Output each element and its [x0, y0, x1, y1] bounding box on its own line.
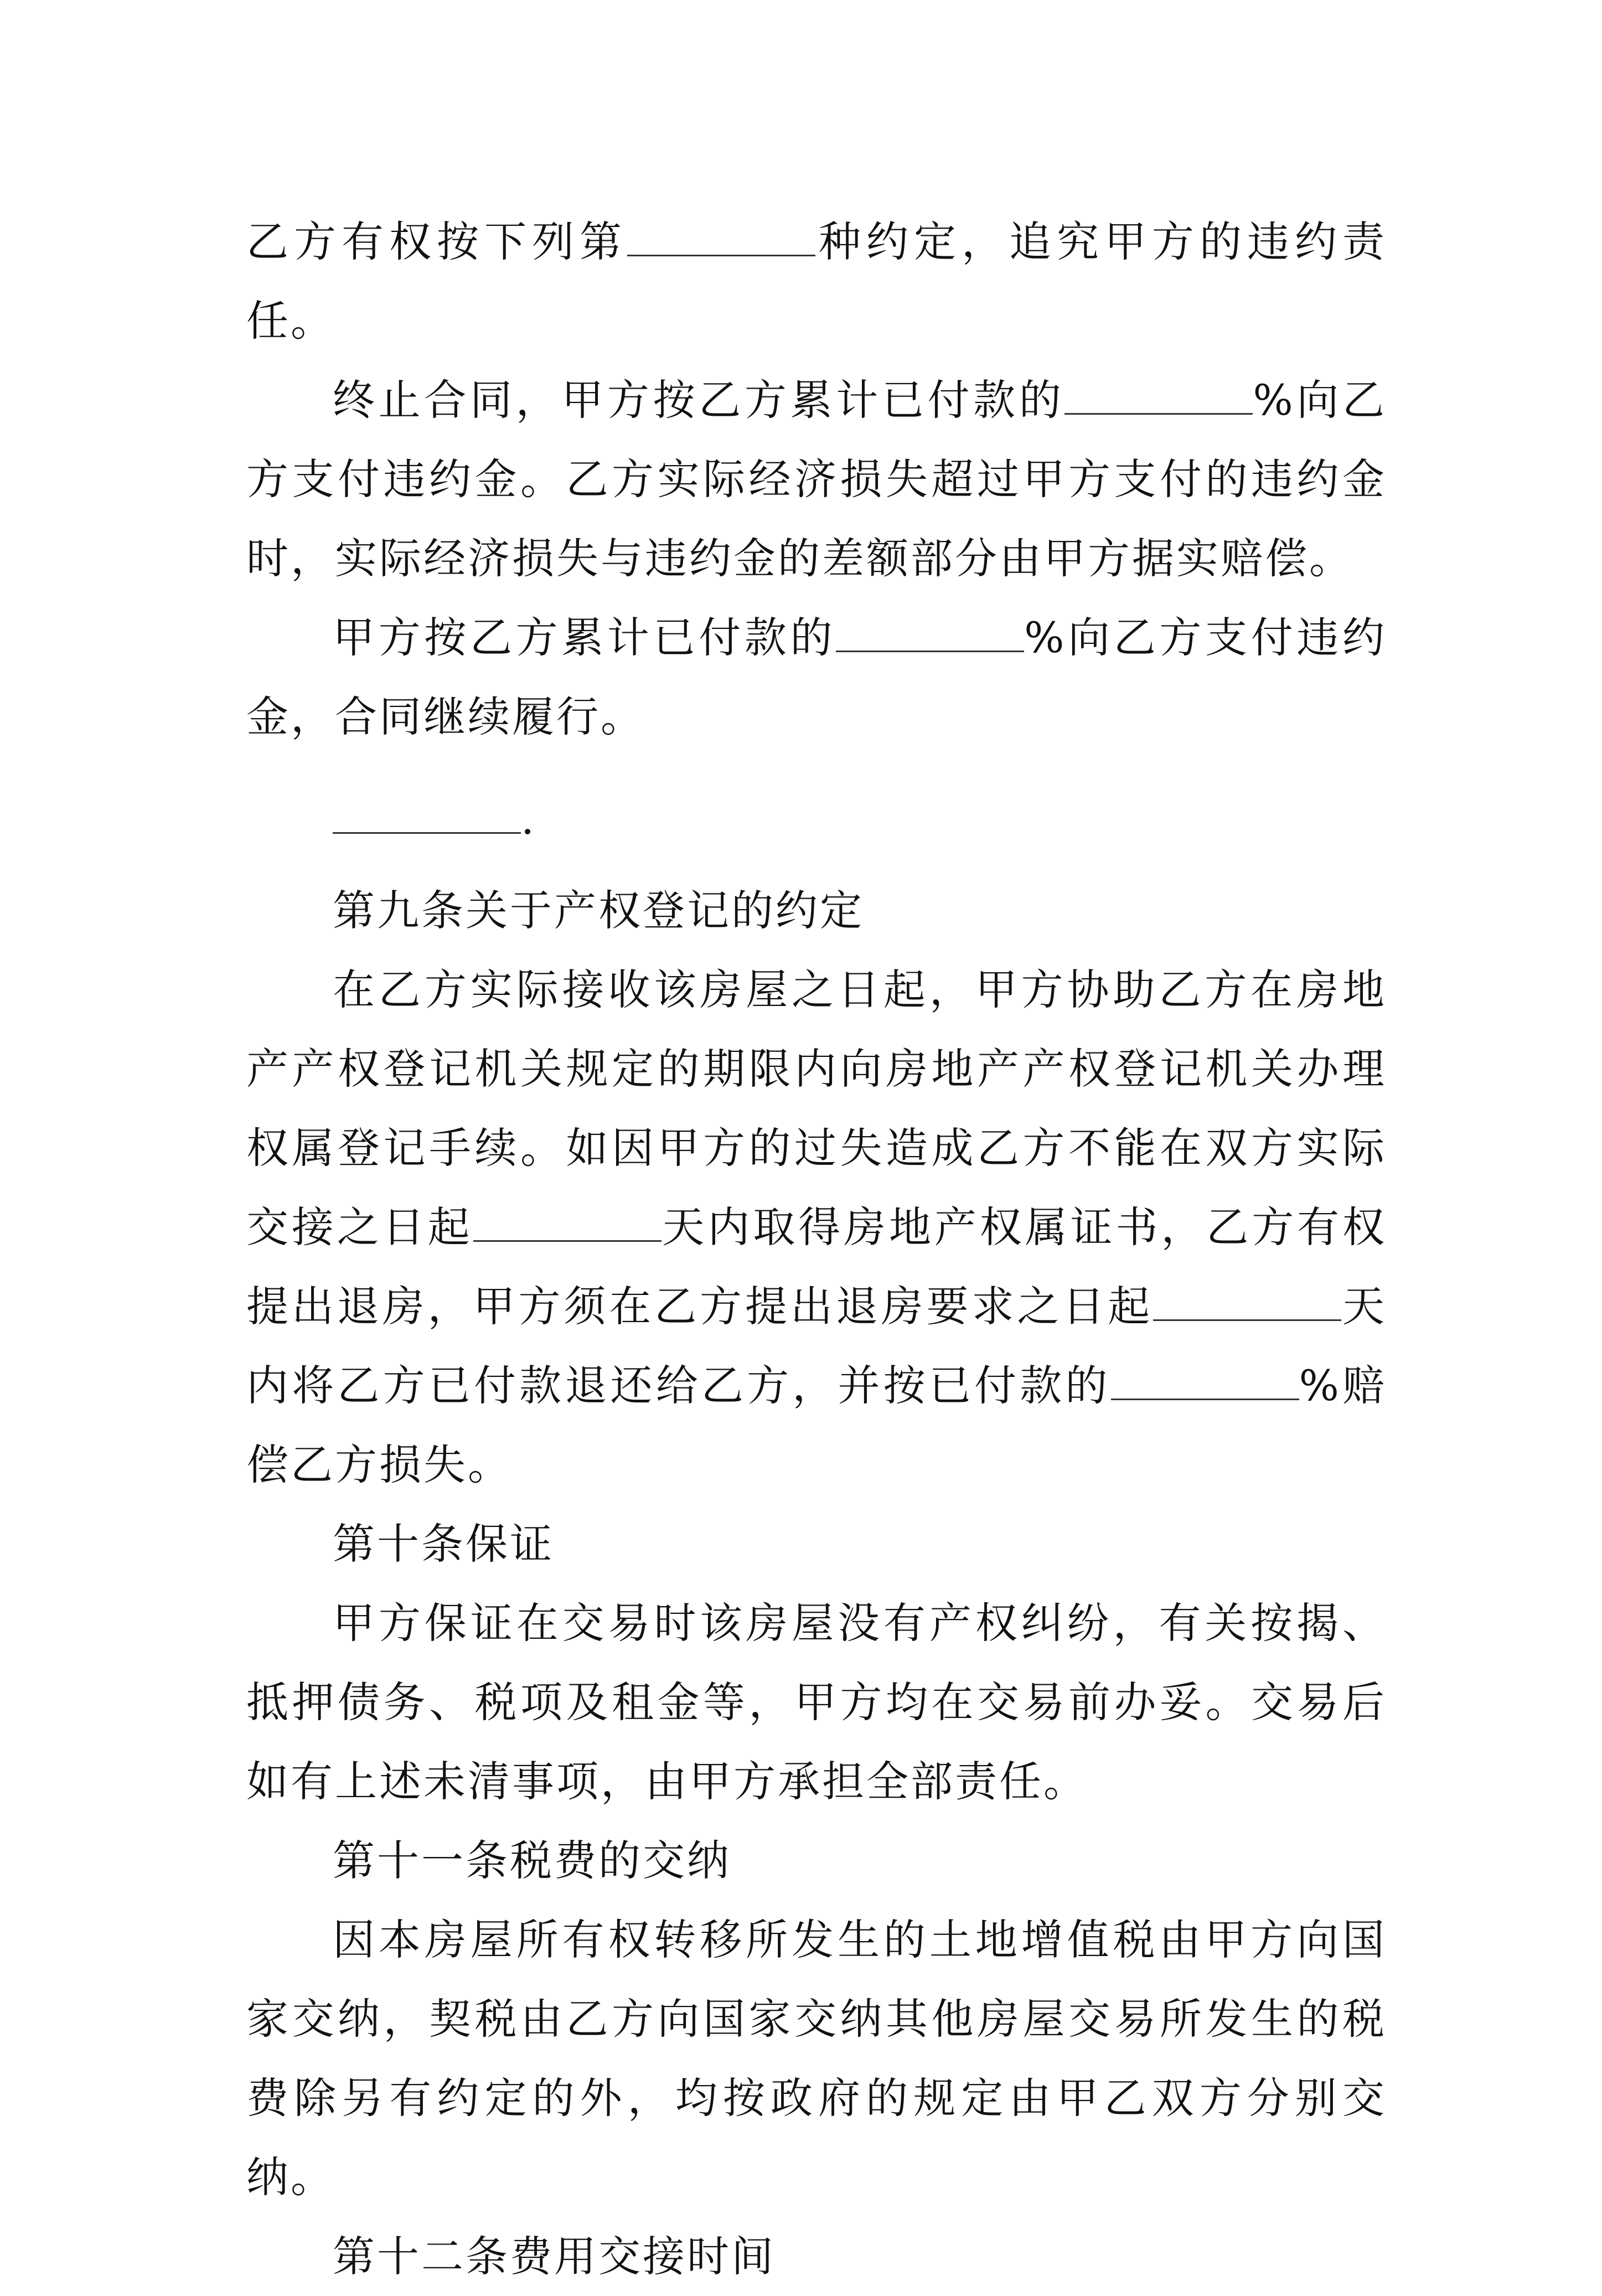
text-segment: %向乙方支付违约金。乙方实际经济损失超过甲方支付的违约金时，实际经济损失与违约金的差额部分由甲方据实赔偿。: [246, 375, 1387, 583]
clause-paragraph-guarantee: 甲方保证在交易时该房屋没有产权纠纷，有关按揭、抵押债务、税项及租金等，甲方均在交易前办妥。交易后如有上述未清事项，由甲方承担全部责任。: [246, 1598, 1387, 1806]
text-segment: 甲方按乙方累计已付款的: [333, 613, 836, 662]
article-heading-9: 第九条关于产权登记的约定: [333, 886, 864, 935]
clause-paragraph-terminate-contract: [246, 360, 1387, 598]
article-heading-10: 第十条保证: [333, 1519, 554, 1568]
fill-blank-penalty-percent[interactable]: [1064, 374, 1253, 415]
fill-blank-option-number[interactable]: [627, 216, 815, 256]
clause-paragraph-liability-choice: [246, 202, 1387, 360]
text-segment: 在乙方实际接收该房屋之日起，甲方协助乙方在房地产产权登记机关规定的期限内向房地产产权登记机关办理权属登记手续。如因甲方的过失造成乙方不能在双方实际交接之日起: [246, 965, 1387, 1252]
text-segment: 天内将乙方已付款退还给乙方，并按已付款的: [246, 1282, 1387, 1410]
clause-paragraph-continue-contract: [246, 598, 1387, 756]
text-segment: %向乙方支付违约金，合同继续履行。: [246, 613, 1387, 741]
clause-paragraph-title-registration: [246, 950, 1387, 1504]
fill-blank-penalty-percent-2[interactable]: [836, 612, 1024, 652]
document-page: [246, 202, 1387, 2296]
text-segment: %赔偿乙方损失。: [246, 1361, 1387, 1489]
article-heading-12: 第十二条费用交接时间: [333, 2232, 776, 2281]
text-segment: 终止合同，甲方按乙方累计已付款的: [333, 375, 1065, 425]
clause-paragraph-taxes: 因本房屋所有权转移所发生的土地增值税由甲方向国家交纳，契税由乙方向国家交纳其他房屋交易所发生的税费除另有约定的外，均按政府的规定由甲乙双方分别交纳。: [246, 1915, 1387, 2202]
fill-blank-days-certificate[interactable]: [473, 1201, 662, 1242]
text-segment: 天内取得房地产权属证书，乙方有权提出退房，甲方须在乙方提出退房要求之日起: [246, 1203, 1387, 1331]
text-segment: 乙方有权按下列第: [246, 217, 627, 266]
fill-blank-compensation-percent[interactable]: [1111, 1360, 1299, 1400]
clause-paragraph-other-blank: [246, 780, 1387, 859]
fill-blank-days-refund[interactable]: [1153, 1281, 1341, 1321]
article-heading-11: 第十一条税费的交纳: [333, 1836, 731, 1885]
text-segment: 种约定，追究甲方的违约责任。: [246, 217, 1387, 345]
text-segment: .: [521, 794, 537, 844]
fill-blank-other[interactable]: [333, 793, 521, 834]
